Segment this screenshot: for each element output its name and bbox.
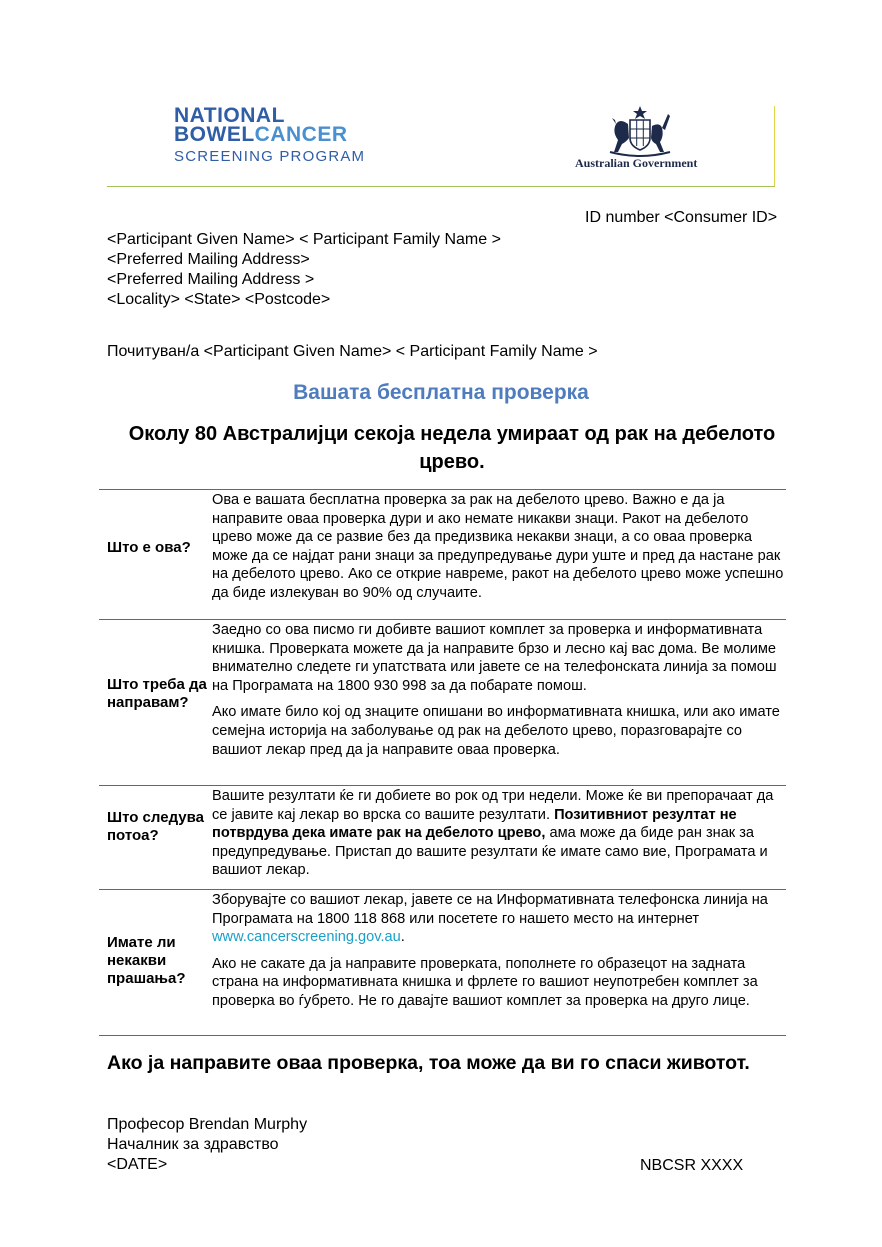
table-row [99,785,786,889]
salutation: Почитуван/а <Participant Given Name> < Participant Family Name > [107,343,598,360]
questions-text: Зборувајте со вашиот лекар, јавете се на Информативната телефонска линија на Програмата на 1800 118 868 или посетете го нашето место на интернет [212,892,768,927]
closing-statement: Ако ја направите оваа проверка, тоа може да ви го спаси животот. [107,1052,750,1074]
address-line: <Preferred Mailing Address> [107,251,310,268]
results-text-continued: ама може да биде ран знак за предупредување. Пристап до вашите резултати ќе имате само вие, Програмата и вашиот лекар. [212,825,768,879]
reference-code: NBCSR XXXX [640,1157,744,1174]
row-label: Што следува потоа? [107,809,204,844]
coat-of-arms-icon [602,104,678,158]
address-line: <Locality> <State> <Postcode> [107,291,331,308]
website-link[interactable]: www.cancerscreening.gov.au [212,929,401,946]
signature-block [107,1115,307,1175]
logo-line-national: NATIONAL [174,104,285,127]
logo-line-bowel-cancer [174,125,374,144]
positive-result-notice: Позитивниот резултат не потврдува дека имате рак на дебелото црево, [212,806,737,842]
address-line: <Participant Given Name> < Participant Family Name > [107,231,501,248]
logo-word-bowel: BOWEL [174,123,255,146]
row-paragraph: Заедно со ова писмо ги добивте вашиот комплет за проверка и информативната книшка. Проверката можете да ја направите брзо и лесно кај вас дома. Ве молиме внимателно следете ги упатствата или јавете се на телефонската линија за помош на Програмата на 1800 930 998 за да побарате помош. [212,622,777,694]
logo-word-cancer: CANCER [254,123,348,146]
row-body [212,620,784,761]
questions-text-end: . [400,929,405,946]
address-block [107,230,501,310]
results-text: Вашите резултати ќе ги добиете во рок од три недели. Може ќе ви препорачаат да се јавите кај лекар во врска со вашите резултати. [212,788,774,823]
address-line: <Preferred Mailing Address > [107,271,315,288]
row-label: Што е ова? [107,539,191,556]
letter-date: <DATE> [107,1156,168,1173]
row-label: Што треба да направам? [107,676,207,711]
row-paragraph: Ако имате било кој од знаците опишани во информативната книшка, или ако имате семејна историја на заболување од рак на дебелото црево, поразговарајте со вашиот лекар пред да ја направите оваа проверка. [212,704,780,758]
letter-heading: Вашата бесплатна проверка [293,381,589,404]
row-paragraph: Ако не сакате да ја направите проверката, пополнете го образецот на задната страна на информативната книшка и фрлете го вашиот неупотребен комплет за проверка во ѓубрето. Не го давајте вашиот комплет за проверка на друго лице. [212,955,758,1009]
header-vertical-divider [774,106,775,187]
signatory-name: Професор Brendan Murphy [107,1116,308,1133]
row-paragraph [212,891,784,947]
row-body [212,786,784,882]
table-row [99,619,786,785]
consumer-id-line: ID number <Consumer ID> [585,209,778,226]
table-row [99,489,786,619]
australian-government-label: Australian Government [575,156,698,170]
row-body [212,890,784,1013]
info-table [99,489,786,1036]
row-paragraph: Ова е вашата бесплатна проверка за рак на дебелото црево. Важно е да ја направите оваа проверка дури и ако немате никакви знаци. Ракот на дебелото црево може да се развие без да предизвика некакви знаци, а со оваа проверка може да се најдат рани знаци за предупредување дури уште и пред да настане рак на дебелото црево. Ако се открие навреме, ракот на дебелото црево може успешно да биде излекуван во 90% од случаите. [212,492,784,601]
row-body [212,490,784,605]
signatory-title: Началник за здравство [107,1136,279,1153]
nbcsp-logo [174,106,374,166]
header-divider [107,186,775,187]
table-row [99,889,786,1036]
row-paragraph [212,787,784,880]
logo-line-screening: SCREENING PROGRAM [174,148,366,165]
row-label: Имате ли некакви прашања? [107,934,186,987]
letter-subheading: Околу 80 Австралијци секоја недела умираат од рак на дебелото црево. [128,423,776,473]
